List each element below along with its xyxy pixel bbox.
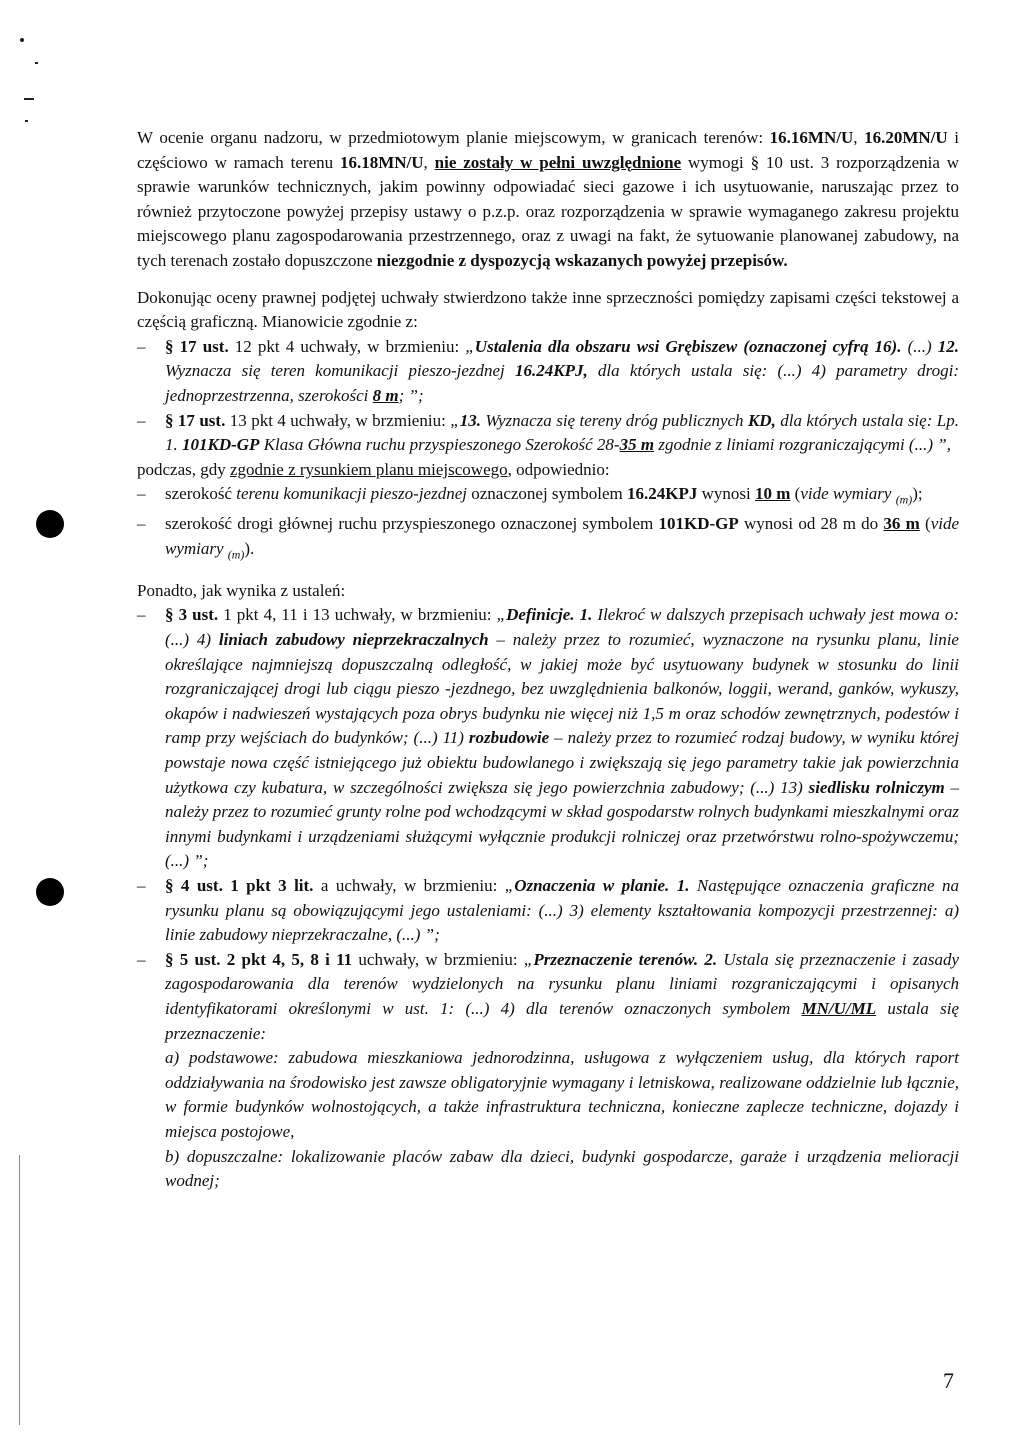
text-run: 101KD-GP [182,435,260,455]
text-run: (m) [895,492,913,507]
punch-hole [36,510,64,538]
text-run: ; ”; [398,385,424,405]
text-run: Definicje. 1. [506,605,593,625]
text-run: „ [465,336,475,356]
subitem-b: b) dopuszczalne: lokalizowanie placów zabaw dla dzieci, budynki gospodarcze, garaże i urządzenia melioracji wodnej; [165,1146,959,1191]
list-item [137,512,959,567]
text-run: Wyznacza się tereny dróg publicznych [480,410,748,430]
text-run: szerokość [165,484,237,504]
text-run: 16.16MN/U [769,128,854,147]
paragraph-inconsistencies [137,286,959,335]
text-run: – należy przez to rozumieć rodzaj budowy, w wyniku której powstaje nowa część istniejącego już obiektu budowlanego i zwiększają się jego parametry takie jak powierzchnia użytkowa czy kubatura, w szczególności zwiększa się jego powierzchnia zabudowy; (...) 13) [165,728,959,797]
list-marker: – [137,410,146,430]
punch-hole [36,878,64,906]
list-item-continuation [137,1046,959,1194]
text-run: rozbudowie [468,728,550,748]
subitem-a: a) podstawowe: zabudowa mieszkaniowa jednorodzinna, usługowa z wyłączeniem usług, dla których raport oddziaływania na środowisko jest zawsze obligatoryjnie wymagany i letniskowa, realizowane oddzielnie lub łącznie, w formie budynków wolnostojących, a także infrastruktura techniczna, konieczne zaplecze techniczne, dojazdy i miejsca postojowe, [165,1048,959,1141]
list-marker: – [137,605,146,625]
text-run: i częściowo w ramach terenu [137,128,959,172]
list-item [137,948,959,1046]
text-run: 16.24KPJ [627,484,698,504]
text-run: wymogi § 10 ust. 3 rozporządzenia w sprawie warunków technicznych, jakim powinny odpowiadać sieci gazowe i ich usytuowanie, naruszając przez to również przytoczone powyżej przepisy ustawy o p.z.p. oraz rozporządzenia w sprawie wymaganego zakresu projektu miejscowego planu zagospodarowania przestrzennego, oraz z uwagi na fakt, że sytuowanie planowanej zabudowy, na tych terenach zostało dopuszczone [137,152,960,270]
text-run: 16.24KPJ, [514,361,588,381]
text-run: dla których ustala się: (...) 4) parametry drogi: jednoprzestrzenna, szerokości [165,361,959,405]
list-item-text [165,603,959,874]
list-item [137,335,959,409]
text-run: § 17 ust. [165,410,226,430]
text-run: 12 pkt 4 uchwały, w brzmieniu: [228,336,466,356]
text-run: siedlisku rolniczym [808,777,945,797]
text-run: 1 pkt 3 lit. [230,876,314,895]
text-run: KD, [747,410,776,430]
text-run: „ [450,410,460,430]
scan-speck [24,98,34,100]
text-run: wynosi od 28 m do [738,514,884,534]
text-run: § 5 ust. [165,949,221,969]
text-run: 2 pkt 4, 5, 8 i 11 [226,949,353,969]
scan-speck [35,62,38,64]
text-run: vide wymiary [165,514,960,558]
text-run: podczas, gdy [137,459,231,479]
text-run: Następujące oznaczenia graficzne na rysunku planu są obowiązującymi jego ustaleniami: (...) 3) elementy kształtowania kompozycji przestrzennej: a) linie zabudowy nieprzekraczalne, (...) ”; [165,876,960,945]
text-run: szerokość drogi głównej ruchu przyspieszonego oznaczonej symbolem [165,514,659,534]
text-run: uchwały, w brzmieniu: [352,949,524,969]
text-run: 36 m [883,514,920,534]
text-run: Wyznacza się teren komunikacji pieszo-jezdnej [165,361,515,381]
list-marker: – [137,336,146,356]
text-run: , [423,152,435,172]
list-item-text [165,874,959,948]
text-run: 101KD-GP [658,514,739,534]
text-run: liniach zabudowy nieprzekraczalnych [218,630,489,650]
text-run: (m) [227,547,245,562]
text-run: ( [790,484,801,504]
text-run: Oznaczenia w planie. 1. [514,876,690,895]
text-run: Ustalenia dla obszaru wsi Grębiszew (oznaczonej cyfrą 16). [474,336,908,356]
text-run: a uchwały, w brzmieniu: [313,876,505,895]
list-marker: – [137,514,146,534]
text-run: , [853,128,865,147]
list-definitions [137,603,959,1046]
text-run: nie zostały w pełni uwzględnione [434,152,682,172]
text-run: „ [496,605,507,625]
paragraph-assessment [137,126,959,274]
paragraph-drawing [137,458,959,483]
list-item-text [165,482,959,512]
text-run: zgodnie z rysunkiem planu miejscowego [230,459,508,479]
list-marker: – [137,484,146,504]
text-run: (...) [907,336,938,356]
text-run: 8 m [372,385,399,405]
text-run: 10 m [755,484,791,504]
text-run: 13. [459,410,481,430]
text-run: „ [523,949,534,969]
text-run: ); [912,484,923,504]
text-run: – należy przez to rozumieć, wyznaczone na rysunku planu, linie określające najmniejszą dopuszczalną odległość, w jakiej może być usytuowany budynek w stosunku do linii rozgraniczającej drogi lub ciągu pieszo -jezdnego, bez uwzględnienia balkonów, loggii, werand, ganków, wykuszy, okapów i nadwieszeń wystających poza obrys budynku nie więcej niż 1,5 m oraz schodów zewnętrznych, podestów i ramp przy wejściach do budynków; (...) 11) [165,630,959,748]
text-run: 16.20MN/U [864,128,948,147]
text-run: Ponadto, jak wynika z ustaleń: [137,580,346,600]
text-run: terenu komunikacji pieszo-jezdnej [236,484,467,504]
text-run: Klasa Główna ruchu przyspieszonego Szerokość 28- [259,435,620,455]
text-run: vide wymiary [800,484,896,504]
list-item [137,482,959,512]
text-run: § 4 ust. [165,876,223,895]
text-run: 1 pkt 4, 11 i 13 uchwały, w brzmieniu: [218,605,497,625]
text-run: Dokonując oceny prawnej podjętej uchwały stwierdzono także inne sprzeczności pomiędzy zapisami części tekstowej a częścią graficzną. Mianowicie zgodnie z: [137,287,959,332]
text-run: 13 pkt 4 uchwały, w brzmieniu: [225,410,451,430]
list-item-text [165,948,959,1046]
scan-edge-line [19,1155,20,1425]
paragraph-furthermore [137,579,959,604]
text-run: Przeznaczenie terenów. 2. [533,949,718,969]
text-run: wynosi [697,484,755,504]
text-run: § 3 ust. [165,605,219,625]
list-item [137,874,959,948]
text-run: W ocenie organu nadzoru, w przedmiotowym planie miejscowym, w granicach terenów: [137,128,770,147]
text-run: MN/U/ML [801,998,877,1018]
text-run: , odpowiednio: [507,459,610,479]
list-item-text [165,512,959,567]
document-body [137,126,959,1194]
scan-speck [25,120,28,122]
text-run: oznaczonej symbolem [466,484,628,504]
list-marker: – [137,949,146,969]
list-item-text [165,409,959,458]
text-run: Ustala się przeznaczenie i zasady zagospodarowania dla terenów wydzielonych na rysunku planu liniami rozgraniczającymi i opisanych identyfikatorami określonymi w ust. 1: (...) 4) dla terenów oznaczonych symbolem [165,949,960,1018]
list-resolution-provisions [137,335,959,458]
text-run: 35 m [619,435,655,455]
text-run: zgodnie z liniami rozgraniczającymi (...) ”, [654,435,951,455]
text-run: 12. [937,336,960,356]
list-item [137,409,959,458]
list-marker: – [137,876,146,895]
scan-speck [20,38,24,42]
list-drawing-widths [137,482,959,567]
text-run: niezgodnie z dyspozycją wskazanych powyżej przepisów. [376,250,788,270]
text-run: dla których ustala się: Lp. 1. [165,410,959,455]
page-number: 7 [943,1368,954,1393]
text-run: 16.18MN/U [339,152,424,172]
list-item-text [165,335,959,409]
text-run: § 17 ust. [165,336,229,356]
text-run: – należy przez to rozumieć grunty rolne pod wchodzącymi w skład gospodarstw rolnych budynkami mieszkalnymi oraz innymi budynkami i urządzeniami służącymi wyłącznie produkcji rolniczej oraz przetwórstwu rolno-spożywczemu; (...) ”; [165,777,960,871]
text-run: Ilekroć w dalszych przepisach uchwały jest mowa o: (...) 4) [165,605,960,650]
text-run: ). [244,538,255,558]
text-run: ( [919,514,931,534]
text-run: „ [504,876,515,895]
list-item [137,603,959,874]
text-run: ustala się przeznaczenie: [165,998,959,1043]
